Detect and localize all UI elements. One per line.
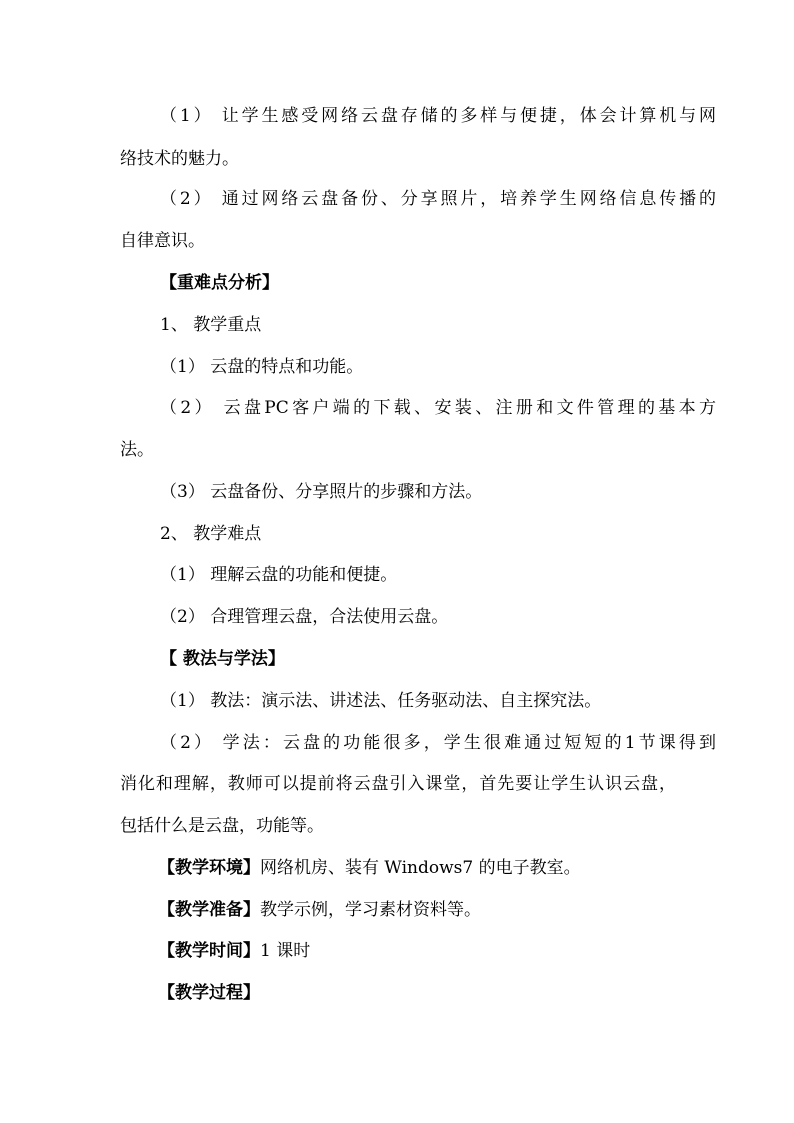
- subsection-heading: 1、 教学重点: [160, 315, 262, 335]
- paragraph-line: 络技术的魅力。: [120, 149, 239, 169]
- paragraph-line: （2） 通过网络云盘备份、分享照片，培养学生网络信息传播的: [160, 189, 716, 209]
- section-label: 【教学环境】: [158, 858, 260, 878]
- list-item: （1） 教法：演示法、讲述法、任务驱动法、自主探究法。: [160, 691, 602, 711]
- info-line: [158, 856, 581, 880]
- paragraph-line: （2） 学法：云盘的功能很多，学生很难通过短短的1节课得到: [160, 733, 716, 753]
- section-value: 网络机房、装有 Windows7 的电子教室。: [260, 858, 581, 878]
- section-heading: 【 教法与学法】: [160, 649, 285, 669]
- section-label: 【教学时间】: [158, 941, 260, 961]
- paragraph-line: 消化和理解，教师可以提前将云盘引入课堂，首先要让学生认识云盘，: [120, 774, 676, 794]
- subsection-heading: 2、 教学难点: [160, 524, 262, 544]
- section-value: 教学示例，学习素材资料等。: [260, 900, 481, 920]
- paragraph-line: 自律意识。: [120, 231, 205, 251]
- list-item: （3） 云盘备份、分享照片的步骤和方法。: [160, 482, 483, 502]
- info-line: [158, 898, 481, 922]
- info-line: [158, 939, 310, 963]
- section-heading: 【重难点分析】: [160, 273, 279, 293]
- paragraph-line: （1） 让学生感受网络云盘存储的多样与便捷，体会计算机与网: [160, 106, 716, 126]
- list-item: （1） 云盘的特点和功能。: [160, 357, 364, 377]
- paragraph-line: 法。: [120, 440, 154, 460]
- paragraph-line: （2） 云盘PC客户端的下载、安装、注册和文件管理的基本方: [160, 398, 716, 418]
- list-item: （1） 理解云盘的功能和便捷。: [160, 565, 398, 585]
- section-label: 【教学准备】: [158, 900, 260, 920]
- section-value: 1 课时: [260, 941, 311, 961]
- list-item: （2） 合理管理云盘，合法使用云盘。: [160, 607, 449, 627]
- section-heading: 【教学过程】: [158, 983, 260, 1003]
- paragraph-line: 包括什么是云盘，功能等。: [120, 816, 324, 836]
